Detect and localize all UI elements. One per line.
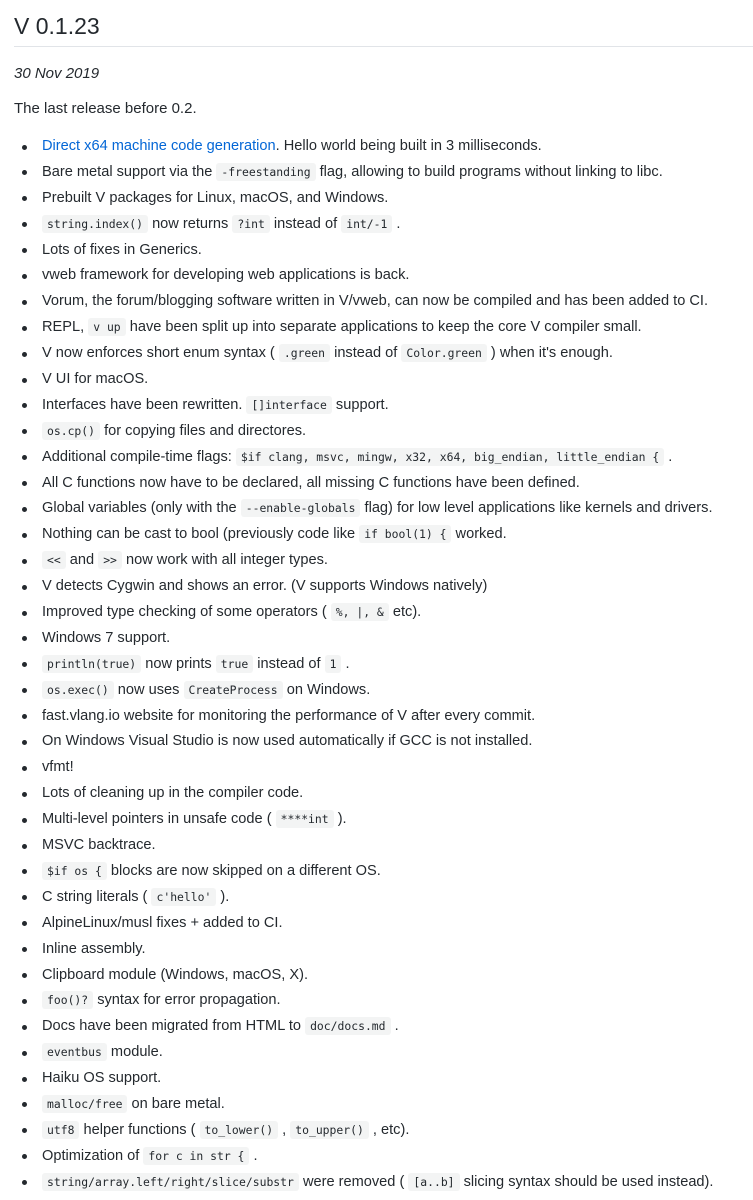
inline-code: for c in str { (143, 1147, 249, 1165)
list-item (0, 315, 753, 341)
bullet-icon (22, 352, 27, 357)
inline-code: -freestanding (216, 163, 315, 181)
list-item (0, 367, 753, 393)
inline-code: println(true) (42, 655, 141, 673)
item-text: Lots of fixes in Generics. (42, 241, 202, 258)
bullet-icon (22, 585, 27, 590)
item-text: fast.vlang.io website for monitoring the performance of V after every commit. (42, 707, 536, 724)
item-text: blocks are now skipped on a different OS. (106, 862, 381, 879)
list-item (0, 600, 753, 626)
list-item (0, 238, 753, 264)
bullet-icon (22, 196, 27, 201)
item-text: have been split up into separate applications to keep the core V compiler small. (125, 319, 642, 336)
item-text: . (249, 1147, 258, 1164)
list-item (0, 186, 753, 212)
item-text: Additional compile-time flags: (42, 448, 236, 465)
list-item (0, 574, 753, 600)
bullet-icon (22, 688, 27, 693)
inline-code: $if clang, msvc, mingw, x32, x64, big_endian, little_endian { (236, 448, 664, 466)
list-item (0, 419, 753, 445)
item-text: on Windows. (282, 681, 371, 698)
item-text: etc). (388, 604, 422, 621)
feature-link[interactable]: Direct x64 machine code generation (42, 138, 276, 154)
item-text: Prebuilt V packages for Linux, macOS, and Windows. (42, 189, 389, 206)
inline-code: int/-1 (341, 215, 392, 233)
inline-code: ****int (276, 810, 334, 828)
inline-code: << (42, 551, 66, 569)
bullet-icon (22, 714, 27, 719)
inline-code: %, |, & (331, 603, 389, 621)
item-text: REPL, (42, 319, 89, 336)
bullet-icon (22, 1154, 27, 1159)
bullet-icon (22, 973, 27, 978)
inline-code: foo()? (42, 991, 93, 1009)
item-text: Improved type checking of some operators ( (42, 604, 331, 621)
bullet-icon (22, 1025, 27, 1030)
inline-code: os.exec() (42, 681, 114, 699)
item-text: instead of (253, 655, 325, 672)
item-text: worked. (451, 526, 507, 543)
list-item (0, 1092, 753, 1118)
list-item (0, 626, 753, 652)
inline-code: [a..b] (408, 1173, 459, 1191)
item-text: AlpineLinux/musl fixes + added to CI. (42, 914, 283, 931)
bullet-icon (22, 1180, 27, 1185)
list-item (0, 160, 753, 186)
item-text: now uses (113, 681, 184, 698)
bullet-icon (22, 766, 27, 771)
item-text: instead of (269, 215, 342, 232)
list-item (0, 496, 753, 522)
bullet-icon (22, 533, 27, 538)
list-item (0, 1144, 753, 1170)
bullet-icon (22, 274, 27, 279)
item-text: for copying files and directores. (100, 422, 307, 439)
item-text: on bare metal. (127, 1095, 225, 1112)
item-text: syntax for error propagation. (93, 992, 281, 1009)
list-item (0, 755, 753, 781)
bullet-icon (22, 662, 27, 667)
list-item (0, 911, 753, 937)
release-title: V 0.1.23 (14, 0, 753, 47)
item-text: were removed ( (298, 1173, 409, 1190)
list-item (0, 885, 753, 911)
item-text: Haiku OS support. (42, 1070, 162, 1087)
bullet-icon (22, 921, 27, 926)
inline-code: utf8 (42, 1121, 79, 1139)
item-text: flag) for low level applications like kernels and drivers. (360, 500, 713, 517)
list-item (0, 729, 753, 755)
inline-code: c'hello' (151, 888, 216, 906)
list-item (0, 341, 753, 367)
list-item (0, 1118, 753, 1144)
item-text: now returns (148, 215, 233, 232)
bullet-icon (22, 636, 27, 641)
item-text: V UI for macOS. (42, 371, 149, 388)
inline-code: to_lower() (200, 1121, 279, 1139)
list-item (0, 1040, 753, 1066)
release-intro: The last release before 0.2. (14, 100, 197, 117)
bullet-icon (22, 507, 27, 512)
inline-code: ?int (232, 215, 269, 233)
list-item (0, 1170, 753, 1196)
bullet-icon (22, 378, 27, 383)
item-text: All C functions now have to be declared, all missing C functions have been defined. (42, 474, 580, 491)
bullet-icon (22, 611, 27, 616)
item-text: module. (106, 1044, 163, 1061)
bullet-icon (22, 248, 27, 253)
list-item (0, 988, 753, 1014)
inline-code: $if os { (42, 862, 107, 880)
item-text: support. (331, 396, 389, 413)
inline-code: malloc/free (42, 1095, 127, 1113)
item-text: Interfaces have been rewritten. (42, 396, 247, 413)
bullet-icon (22, 1102, 27, 1107)
item-text: . (664, 448, 673, 465)
item-text: Lots of cleaning up in the compiler code. (42, 785, 304, 802)
item-text: Global variables (only with the (42, 500, 241, 517)
bullet-icon (22, 170, 27, 175)
bullet-icon (22, 429, 27, 434)
item-text: Inline assembly. (42, 940, 146, 957)
item-text: Docs have been migrated from HTML to (42, 1018, 306, 1035)
inline-code: 1 (325, 655, 342, 673)
item-text: helper functions ( (79, 1121, 200, 1138)
list-item (0, 263, 753, 289)
item-text: slicing syntax should be used instead). (459, 1173, 714, 1190)
item-text: Clipboard module (Windows, macOS, X). (42, 966, 309, 983)
inline-code: CreateProcess (184, 681, 283, 699)
list-item (0, 548, 753, 574)
bullet-icon (22, 145, 27, 150)
inline-code: eventbus (42, 1043, 107, 1061)
bullet-icon (22, 869, 27, 874)
item-text: Multi-level pointers in unsafe code ( (42, 811, 276, 828)
bullet-icon (22, 222, 27, 227)
list-item (0, 212, 753, 238)
item-text: Bare metal support via the (42, 163, 217, 180)
inline-code: os.cp() (42, 422, 100, 440)
item-text: V detects Cygwin and shows an error. (V supports Windows natively) (42, 578, 488, 595)
list-item (0, 859, 753, 885)
item-text: On Windows Visual Studio is now used automatically if GCC is not installed. (42, 733, 533, 750)
item-text: Optimization of (42, 1147, 144, 1164)
item-text: Nothing can be cast to bool (previously code like (42, 526, 360, 543)
list-item (0, 522, 753, 548)
bullet-icon (22, 559, 27, 564)
inline-code: []interface (246, 396, 331, 414)
item-text: , etc). (368, 1121, 410, 1138)
bullet-icon (22, 1051, 27, 1056)
list-item (0, 134, 753, 160)
bullet-icon (22, 455, 27, 460)
list-item (0, 471, 753, 497)
bullet-icon (22, 895, 27, 900)
item-text: vfmt! (42, 759, 74, 776)
inline-code: Color.green (401, 344, 486, 362)
item-text: and (65, 552, 99, 569)
bullet-icon (22, 844, 27, 849)
item-text: now prints (141, 655, 216, 672)
bullet-icon (22, 947, 27, 952)
list-item (0, 445, 753, 471)
bullet-icon (22, 818, 27, 823)
item-text: C string literals ( (42, 888, 152, 905)
bullet-icon (22, 740, 27, 745)
list-item (0, 1066, 753, 1092)
list-item (0, 704, 753, 730)
list-item (0, 833, 753, 859)
inline-code: v up (88, 318, 125, 336)
list-item (0, 1014, 753, 1040)
list-item (0, 781, 753, 807)
inline-code: string.index() (42, 215, 148, 233)
item-text: ) when it's enough. (486, 345, 613, 362)
bullet-icon (22, 1077, 27, 1082)
bullet-icon (22, 999, 27, 1004)
inline-code: .green (279, 344, 330, 362)
item-text: ). (216, 888, 230, 905)
inline-code: doc/docs.md (305, 1017, 390, 1035)
inline-code: to_upper() (290, 1121, 369, 1139)
list-item (0, 963, 753, 989)
bullet-icon (22, 1128, 27, 1133)
item-text: , (278, 1121, 291, 1138)
item-text: now work with all integer types. (121, 552, 328, 569)
inline-code: if bool(1) { (359, 525, 451, 543)
list-item (0, 807, 753, 833)
inline-code: --enable-globals (241, 499, 361, 517)
inline-code: >> (98, 551, 122, 569)
bullet-icon (22, 481, 27, 486)
release-date: 30 Nov 2019 (14, 65, 100, 82)
item-text: . (392, 215, 401, 232)
item-text: . Hello world being built in 3 milliseconds. (275, 138, 542, 154)
item-text: vweb framework for developing web applications is back. (42, 267, 410, 284)
list-item (0, 289, 753, 315)
item-text: instead of (330, 345, 402, 362)
item-text: Windows 7 support. (42, 629, 171, 646)
inline-code: true (216, 655, 253, 673)
bullet-icon (22, 403, 27, 408)
item-text: . (341, 655, 350, 672)
item-text: Vorum, the forum/blogging software written in V/vweb, can now be compiled and has been added to CI. (42, 293, 709, 310)
list-item (0, 678, 753, 704)
list-item (0, 393, 753, 419)
item-text: ). (333, 811, 347, 828)
item-text: flag, allowing to build programs without linking to libc. (315, 163, 663, 180)
item-text: MSVC backtrace. (42, 837, 156, 854)
item-text: V now enforces short enum syntax ( (42, 345, 279, 362)
bullet-icon (22, 300, 27, 305)
release-notes-list (0, 134, 753, 1196)
bullet-icon (22, 326, 27, 331)
inline-code: string/array.left/right/slice/substr (42, 1173, 299, 1191)
list-item (0, 937, 753, 963)
item-text: . (390, 1018, 399, 1035)
list-item (0, 652, 753, 678)
bullet-icon (22, 792, 27, 797)
